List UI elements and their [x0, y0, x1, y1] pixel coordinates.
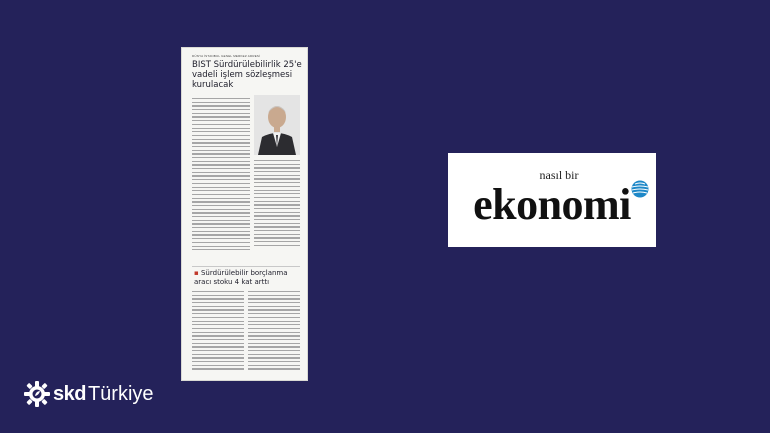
logo-nasil-bir: nasıl bir [539, 168, 579, 182]
text-column-1 [192, 98, 250, 253]
text-column-4 [248, 291, 300, 372]
brand-skd: skd [53, 382, 86, 405]
text-column-2 [254, 160, 300, 249]
text-column-3 [192, 291, 244, 372]
publication-logo-card [448, 153, 656, 247]
section-divider [192, 266, 300, 267]
brand-turkiye: Türkiye [87, 382, 154, 405]
skd-turkiye-logo [24, 380, 154, 408]
person-photo [254, 95, 300, 155]
globe-icon [631, 180, 649, 198]
clipping-kicker: DÜNYA İSTANBUL GENEL MERKEZ ADRESİ [192, 54, 261, 58]
logo-ekonomi: ekonomi [473, 180, 631, 229]
newspaper-clipping [182, 48, 307, 380]
clipping-subheadline: ▪ Sürdürülebilir borçlanma aracı stoku 4 kat arttı [194, 269, 288, 286]
gear-leaf-icon [24, 381, 50, 407]
clipping-headline: BIST Sürdürülebilirlik 25'e vadeli işlem sözleşmesi kurulacak [192, 60, 302, 90]
